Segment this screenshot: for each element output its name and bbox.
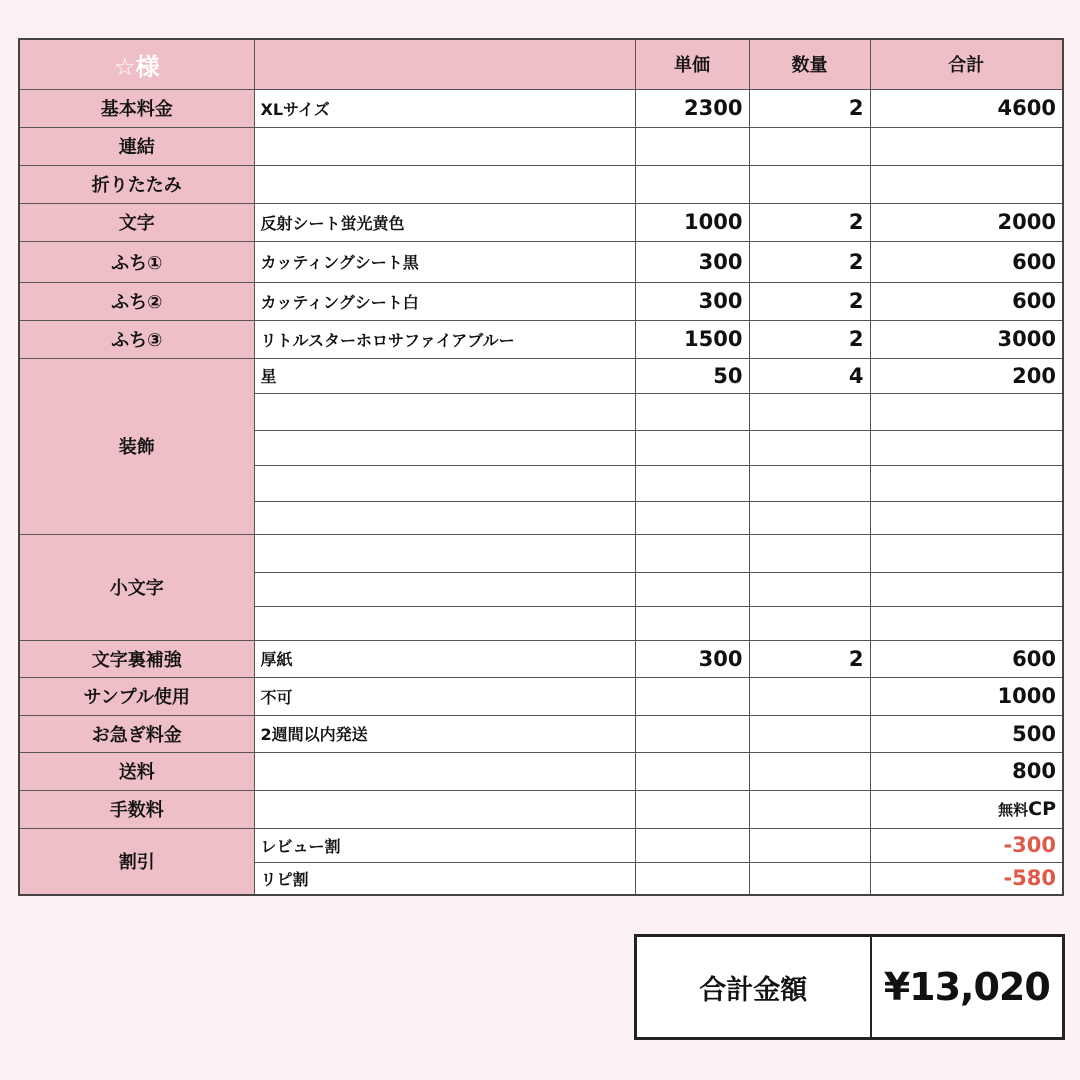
row-quantity bbox=[749, 715, 870, 752]
row-quantity: 2 bbox=[749, 241, 870, 282]
row-quantity bbox=[749, 430, 870, 465]
header-row bbox=[19, 39, 1063, 89]
row-item: レビュー割 bbox=[254, 828, 635, 862]
row-total: 500 bbox=[870, 715, 1063, 752]
item-column-header bbox=[254, 39, 635, 89]
row-quantity bbox=[749, 465, 870, 501]
row-quantity: 2 bbox=[749, 203, 870, 241]
row-total bbox=[870, 606, 1063, 640]
row-quantity bbox=[749, 534, 870, 572]
grand-total-value: ¥13,020 bbox=[871, 936, 1064, 1039]
fee-total-prefix: 無料 bbox=[998, 801, 1029, 819]
grand-total-label: 合計金額 bbox=[636, 936, 871, 1039]
subtotal-header: 合計 bbox=[870, 39, 1063, 89]
quantity-header: 数量 bbox=[749, 39, 870, 89]
row-unit-price bbox=[635, 677, 749, 715]
customer-name: ☆様 bbox=[19, 39, 254, 89]
row-item: 反射シート蛍光黄色 bbox=[254, 203, 635, 241]
row-unit-price bbox=[635, 862, 749, 895]
row-unit-price bbox=[635, 430, 749, 465]
row-item bbox=[254, 127, 635, 165]
row-unit-price: 50 bbox=[635, 358, 749, 393]
row-item bbox=[254, 790, 635, 828]
row-unit-price bbox=[635, 828, 749, 862]
row-quantity: 2 bbox=[749, 640, 870, 677]
row-quantity: 2 bbox=[749, 89, 870, 127]
row-item: リトルスターホロサファイアブルー bbox=[254, 320, 635, 358]
row-total bbox=[870, 430, 1063, 465]
row-unit-price: 300 bbox=[635, 640, 749, 677]
row-unit-price bbox=[635, 465, 749, 501]
table-row bbox=[19, 715, 1063, 752]
row-unit-price bbox=[635, 715, 749, 752]
table-row bbox=[19, 790, 1063, 828]
row-item bbox=[254, 393, 635, 430]
row-unit-price: 1000 bbox=[635, 203, 749, 241]
discount-amount: -300 bbox=[870, 828, 1063, 862]
table-row bbox=[19, 752, 1063, 790]
row-unit-price bbox=[635, 572, 749, 606]
row-label: ふち① bbox=[19, 241, 254, 282]
row-total bbox=[870, 465, 1063, 501]
fee-total bbox=[870, 790, 1063, 828]
grand-total-box bbox=[634, 934, 1065, 1040]
row-label: 送料 bbox=[19, 752, 254, 790]
row-total bbox=[870, 534, 1063, 572]
row-unit-price: 300 bbox=[635, 241, 749, 282]
table-row bbox=[19, 358, 1063, 393]
row-item: 不可 bbox=[254, 677, 635, 715]
row-item bbox=[254, 572, 635, 606]
row-item bbox=[254, 606, 635, 640]
row-quantity bbox=[749, 572, 870, 606]
row-item: 2週間以内発送 bbox=[254, 715, 635, 752]
row-quantity bbox=[749, 752, 870, 790]
row-total: 600 bbox=[870, 640, 1063, 677]
row-unit-price bbox=[635, 606, 749, 640]
unit-price-header: 単価 bbox=[635, 39, 749, 89]
row-total: 1000 bbox=[870, 677, 1063, 715]
row-total: 600 bbox=[870, 241, 1063, 282]
row-quantity bbox=[749, 393, 870, 430]
row-quantity bbox=[749, 165, 870, 203]
row-quantity: 4 bbox=[749, 358, 870, 393]
row-item bbox=[254, 165, 635, 203]
quote-table bbox=[18, 38, 1064, 896]
row-quantity bbox=[749, 790, 870, 828]
row-quantity bbox=[749, 828, 870, 862]
table-row bbox=[19, 677, 1063, 715]
row-item: XLサイズ bbox=[254, 89, 635, 127]
row-unit-price bbox=[635, 393, 749, 430]
row-total bbox=[870, 572, 1063, 606]
row-label: お急ぎ料金 bbox=[19, 715, 254, 752]
row-quantity bbox=[749, 127, 870, 165]
fee-label: 手数料 bbox=[19, 790, 254, 828]
row-unit-price bbox=[635, 534, 749, 572]
row-total bbox=[870, 165, 1063, 203]
row-item bbox=[254, 465, 635, 501]
row-total bbox=[870, 127, 1063, 165]
row-unit-price: 1500 bbox=[635, 320, 749, 358]
fee-total-suffix: CP bbox=[1028, 798, 1056, 820]
row-label: ふち② bbox=[19, 282, 254, 320]
row-item: 厚紙 bbox=[254, 640, 635, 677]
discount-label: 割引 bbox=[19, 828, 254, 895]
row-unit-price: 2300 bbox=[635, 89, 749, 127]
table-row bbox=[19, 640, 1063, 677]
row-item: カッティングシート白 bbox=[254, 282, 635, 320]
row-total: 4600 bbox=[870, 89, 1063, 127]
row-unit-price bbox=[635, 127, 749, 165]
table-row bbox=[19, 320, 1063, 358]
small-text-label: 小文字 bbox=[19, 534, 254, 640]
row-quantity bbox=[749, 862, 870, 895]
discount-amount: -580 bbox=[870, 862, 1063, 895]
row-item: リピ割 bbox=[254, 862, 635, 895]
row-quantity: 2 bbox=[749, 320, 870, 358]
row-total: 800 bbox=[870, 752, 1063, 790]
row-label: 基本料金 bbox=[19, 89, 254, 127]
row-unit-price: 300 bbox=[635, 282, 749, 320]
row-label: 折りたたみ bbox=[19, 165, 254, 203]
row-quantity bbox=[749, 501, 870, 534]
row-label: ふち③ bbox=[19, 320, 254, 358]
table-row bbox=[19, 534, 1063, 572]
row-item bbox=[254, 430, 635, 465]
row-item: カッティングシート黒 bbox=[254, 241, 635, 282]
row-item bbox=[254, 501, 635, 534]
row-total bbox=[870, 501, 1063, 534]
row-label: 連結 bbox=[19, 127, 254, 165]
row-unit-price bbox=[635, 790, 749, 828]
row-item: 星 bbox=[254, 358, 635, 393]
row-total bbox=[870, 393, 1063, 430]
row-label: 文字裏補強 bbox=[19, 640, 254, 677]
table-row bbox=[19, 828, 1063, 862]
row-label: サンプル使用 bbox=[19, 677, 254, 715]
row-quantity bbox=[749, 606, 870, 640]
table-row bbox=[19, 282, 1063, 320]
decoration-label: 装飾 bbox=[19, 358, 254, 534]
row-total: 3000 bbox=[870, 320, 1063, 358]
table-row bbox=[19, 165, 1063, 203]
row-total: 2000 bbox=[870, 203, 1063, 241]
row-quantity bbox=[749, 677, 870, 715]
row-unit-price bbox=[635, 501, 749, 534]
table-row bbox=[19, 241, 1063, 282]
row-total: 600 bbox=[870, 282, 1063, 320]
row-unit-price bbox=[635, 752, 749, 790]
table-row bbox=[19, 203, 1063, 241]
table-row bbox=[19, 127, 1063, 165]
row-unit-price bbox=[635, 165, 749, 203]
row-total: 200 bbox=[870, 358, 1063, 393]
row-item bbox=[254, 534, 635, 572]
row-item bbox=[254, 752, 635, 790]
table-row bbox=[19, 89, 1063, 127]
row-label: 文字 bbox=[19, 203, 254, 241]
row-quantity: 2 bbox=[749, 282, 870, 320]
